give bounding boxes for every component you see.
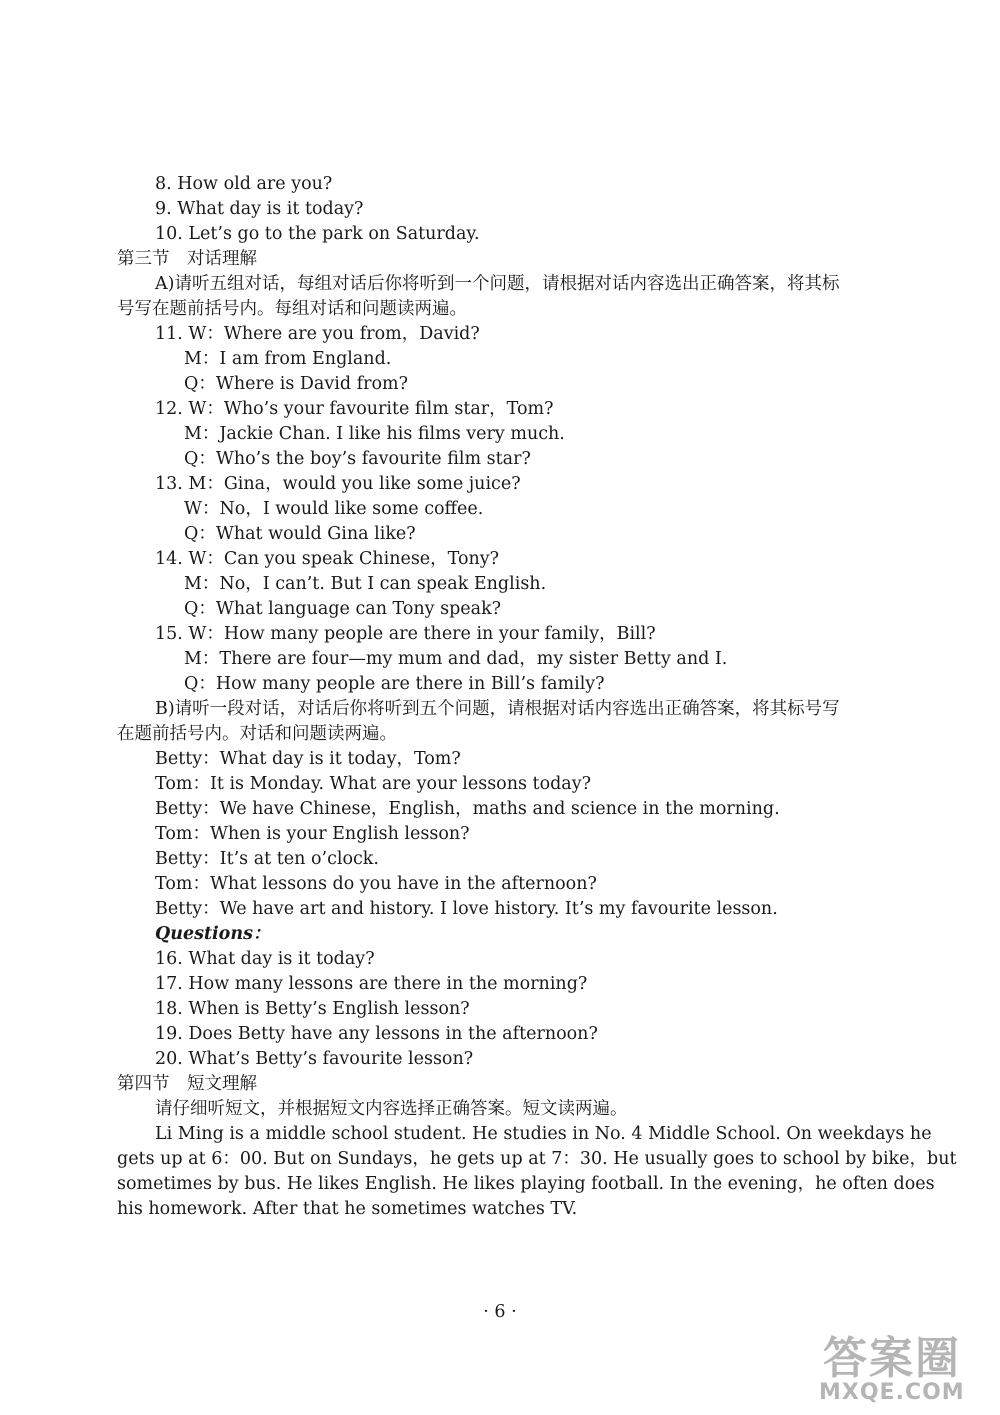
dialogue-line: Betty：What day is it today，Tom? [155,749,461,769]
section4-heading: 第四节 短文理解 [117,1074,257,1094]
question-20: 20. What’s Betty’s favourite lesson? [155,1049,474,1069]
dialogue-line: Betty：It’s at ten o’clock. [155,849,379,869]
dialogue-line: M：Gina，would you like some juice? [188,474,521,494]
dialogue-question: Q：How many people are there in Bill’s family? [184,674,605,694]
item-number: 11. [155,324,189,344]
dialogue-question: Q：Where is David from? [184,374,408,394]
dialogue-item-12 [155,397,554,422]
dialogue-line: M：No，I can’t. But I can speak English. [184,574,547,594]
section3-b-instruction-line2: 在题前括号内。对话和问题读两遍。 [117,724,397,744]
question-17: 17. How many lessons are there in the morning? [155,974,588,994]
item-number: 14. [155,549,189,569]
item-number: 15. [155,624,189,644]
dialogue-line: Tom：It is Monday. What are your lessons today? [155,774,592,794]
dialogue-line: Tom：When is your English lesson? [155,824,470,844]
sentence-10: 10. Let’s go to the park on Saturday. [155,224,480,244]
dialogue-line: W：How many people are there in your family，Bill? [188,624,656,644]
section4-instruction: 请仔细听短文，并根据短文内容选择正确答案。短文读两遍。 [155,1099,628,1119]
dialogue-item-15 [155,622,656,647]
item-number: 12. [155,399,189,419]
dialogue-question: Q：What would Gina like? [184,524,416,544]
passage-line: Li Ming is a middle school student. He studies in No. 4 Middle School. On weekdays he [155,1124,932,1144]
dialogue-line: M：I am from England. [184,349,392,369]
dialogue-question: Q：What language can Tony speak? [184,599,502,619]
dialogue-line: W：No，I would like some coffee. [184,499,484,519]
dialogue-line: Betty：We have Chinese，English，maths and science in the morning. [155,799,780,819]
item-number: 13. [155,474,189,494]
dialogue-line: W：Who’s your favourite film star，Tom? [188,399,554,419]
dialogue-question: Q：Who’s the boy’s favourite film star? [184,449,531,469]
section3-heading: 第三节 对话理解 [117,249,257,269]
dialogue-line: Tom：What lessons do you have in the afternoon? [155,874,597,894]
dialogue-line: W：Where are you from，David? [188,324,480,344]
watermark-url: MXQE.COM [819,1380,965,1405]
dialogue-item-13 [155,472,521,497]
section3-a-instruction-line1: A)请听五组对话，每组对话后你将听到一个问题，请根据对话内容选出正确答案，将其标 [155,274,840,294]
watermark-logo [805,1318,995,1413]
dialogue-line: W：Can you speak Chinese，Tony? [188,549,500,569]
sentence-9: 9. What day is it today? [155,199,364,219]
watermark-text: 答案圈 [823,1333,961,1384]
passage-line: his homework. After that he sometimes watches TV. [117,1199,578,1219]
question-18: 18. When is Betty’s English lesson? [155,999,470,1019]
section3-b-instruction-line1: B)请听一段对话，对话后你将听到五个问题，请根据对话内容选出正确答案，将其标号写 [155,699,840,719]
questions-label: Questions： [155,924,271,944]
dialogue-line: Betty：We have art and history. I love history. It’s my favourite lesson. [155,899,778,919]
sentence-8: 8. How old are you? [155,174,333,194]
page-number: · 6 · [483,1302,517,1322]
passage-line: gets up at 6：00. But on Sundays，he gets up at 7：30. He usually goes to school by bike，but [117,1149,957,1169]
dialogue-line: M：Jackie Chan. I like his films very much. [184,424,565,444]
dialogue-item-11 [155,322,480,347]
question-19: 19. Does Betty have any lessons in the afternoon? [155,1024,598,1044]
dialogue-line: M：There are four—my mum and dad，my sister Betty and I. [184,649,728,669]
question-16: 16. What day is it today? [155,949,375,969]
section3-a-instruction-line2: 号写在题前括号内。每组对话和问题读两遍。 [117,299,467,319]
dialogue-item-14 [155,547,499,572]
passage-line: sometimes by bus. He likes English. He likes playing football. In the evening，he often does [117,1174,935,1194]
